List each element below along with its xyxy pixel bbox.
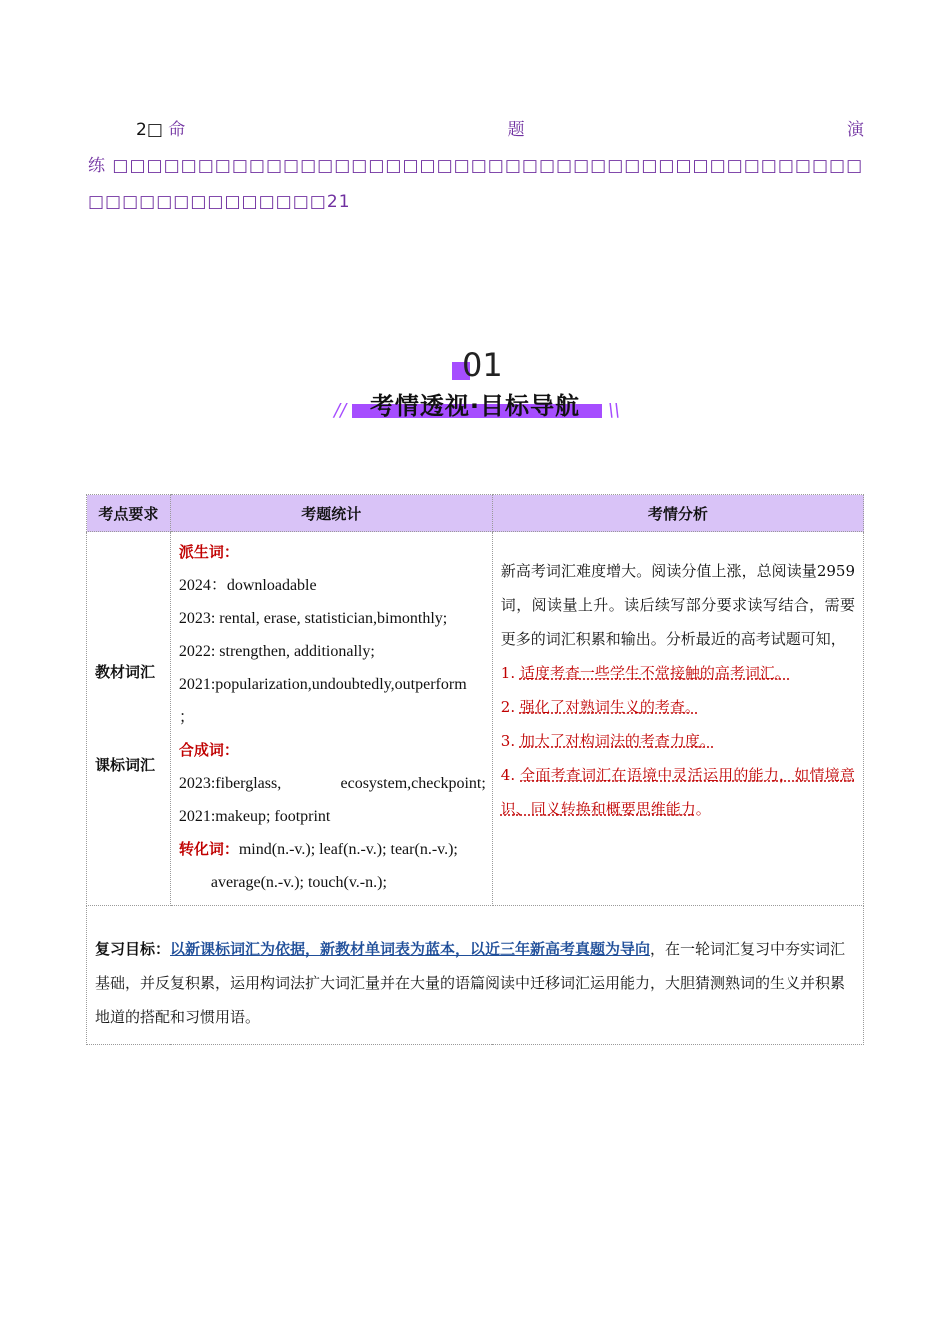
requirement-curriculum: 课标词汇 bbox=[95, 756, 156, 774]
exam-analysis-table bbox=[86, 494, 864, 1045]
header-text bbox=[88, 112, 864, 220]
compound-2023-b: ecosystem,checkpoint; bbox=[340, 775, 486, 792]
derived-2023: 2023: rental, erase, statistician,bimonthly; bbox=[178, 610, 448, 627]
conversion-line bbox=[179, 833, 486, 866]
goal-text: ，在一轮词汇复习中夯实词汇基础，并反复积累，运用构词法扩大词汇量并在大量的语篇阅读中迁移词汇运用能力，大胆猜测熟词的生义并积累地道的搭配和习惯用语。 bbox=[95, 940, 846, 1026]
goal-row bbox=[87, 906, 864, 1045]
derived-2021: 2021:popularization,undoubtedly,outperform bbox=[178, 676, 467, 693]
table-row bbox=[87, 532, 864, 906]
point-number: 1. bbox=[500, 664, 516, 682]
header-word-3: 演 bbox=[846, 120, 864, 140]
point-text: 全面考查词汇在语境中灵活运用的能力，如情境意识、同义转换和概要思维能力 bbox=[500, 766, 855, 818]
header-line-2 bbox=[88, 148, 864, 220]
statistics-cell bbox=[170, 532, 492, 906]
header-statistics: 考题统计 bbox=[170, 495, 492, 532]
section-slash-right: \\ bbox=[607, 400, 620, 421]
conversion-label: 转化词： bbox=[178, 840, 239, 858]
header-line2-fill: □□□□□□□□□□□□□□□□□□□□□□□□□□□□□□□□□□□□□□□□□□□□□□□□□□□□□□□□□□ bbox=[88, 156, 864, 212]
section-title bbox=[330, 342, 620, 432]
point-number: 4. bbox=[500, 766, 516, 784]
review-goal-cell bbox=[87, 906, 864, 1045]
analysis-intro: 新高考词汇难度增大。阅读分值上涨，总阅读量2959词，阅读量上升。读后续写部分要求读写结合，需要更多的词汇积累和输出。分析最近的高考试题可知， bbox=[500, 562, 855, 648]
derived-2021-end: ； bbox=[178, 709, 195, 726]
analysis-cell bbox=[492, 532, 863, 906]
derived-2022: 2022: strengthen, additionally; bbox=[178, 643, 375, 660]
header-line2-tail: 21 bbox=[326, 192, 351, 212]
requirements-cell bbox=[87, 532, 171, 906]
goal-label: 复习目标： bbox=[95, 940, 171, 958]
conversion-2: average(n.-v.); touch(v.-n.); bbox=[210, 874, 387, 891]
point-number: 3. bbox=[500, 732, 516, 750]
compound-2023-a: 2023:fiberglass, bbox=[178, 775, 282, 792]
header-number: 2 bbox=[136, 120, 147, 140]
compound-2021: 2021:makeup; footprint bbox=[178, 808, 331, 825]
conversion-1: mind(n.-v.); leaf(n.-v.); tear(n.-v.); bbox=[238, 841, 458, 858]
section-slash-left: // bbox=[334, 400, 347, 421]
analysis-point-4 bbox=[501, 758, 855, 826]
section-number: 01 bbox=[462, 346, 503, 384]
header-line-1: 2□ 命 题 演 bbox=[88, 112, 864, 148]
derived-2024: 2024：downloadable bbox=[178, 577, 317, 594]
header-requirements: 考点要求 bbox=[87, 495, 171, 532]
point-text: 适度考查一些学生不常接触的高考词汇。 bbox=[519, 664, 790, 682]
analysis-point-2 bbox=[501, 690, 855, 724]
header-word-1: 命 bbox=[168, 120, 186, 140]
requirement-textbook: 教材词汇 bbox=[95, 663, 156, 681]
point-number: 2. bbox=[500, 698, 516, 716]
point-text: 强化了对熟词生义的考查。 bbox=[519, 698, 700, 716]
point-tail: 。 bbox=[695, 800, 711, 818]
goal-highlight: 以新课标词汇为依据，新教材单词表为蓝本，以近三年新高考真题为导向 bbox=[170, 940, 651, 958]
compound-2023 bbox=[179, 767, 486, 800]
section-label: 考情透视·目标导航 bbox=[369, 392, 581, 420]
analysis-point-1 bbox=[501, 656, 855, 690]
derived-label: 派生词： bbox=[178, 543, 239, 561]
analysis-point-3 bbox=[501, 724, 855, 758]
table-header-row bbox=[87, 495, 864, 532]
compound-label: 合成词： bbox=[178, 741, 239, 759]
header-analysis: 考情分析 bbox=[492, 495, 863, 532]
header-line2-start: 练 bbox=[88, 156, 106, 176]
header-word-2: 题 bbox=[507, 120, 525, 140]
point-text: 加大了对构词法的考查力度。 bbox=[519, 732, 715, 750]
